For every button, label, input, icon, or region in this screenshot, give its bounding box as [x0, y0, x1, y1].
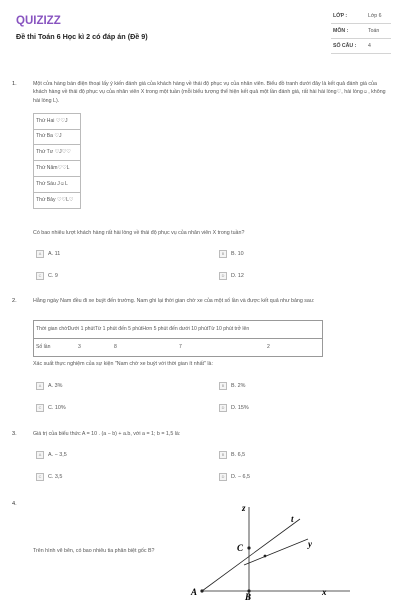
meta-row-question-count	[331, 42, 391, 54]
option-text: D. − 6,5	[231, 473, 251, 480]
option-letter-box: D	[219, 404, 227, 412]
option-text: C. 3,5	[48, 473, 63, 480]
option-letter-box: D	[219, 272, 227, 280]
option-text: D. 12	[231, 272, 244, 279]
option-letter-box: A	[36, 451, 44, 459]
question-1-prompt: Có bao nhiêu lượt khách hàng rất hài lòng về thái độ phục vụ của nhân viên X trong tuần?	[33, 230, 245, 236]
option-letter-box: C	[36, 272, 44, 280]
question-1-text: Một cửa hàng bán điện thoại lấy ý kiến đánh giá của khách hàng về thái độ phục vụ của nhân viên. Biểu đồ tranh dưới đây là kết quả đánh giá của khách hàng về thái độ phục vụ của nhân viên X trong một tuần (mỗi biểu tượng thể hiện kết quả một lần đánh giá, rất hài hài lòng♡, hài lòng☺, không hài lòng L).	[33, 81, 386, 104]
question-3-text: Giá trị của biểu thức A = 10 . (a − b) + a.b, với a = 1; b = 1,5 là:	[33, 431, 181, 437]
label-a: A	[191, 587, 198, 597]
line-at	[202, 519, 300, 591]
document-meta	[331, 12, 391, 57]
line-cy	[244, 539, 308, 565]
table-cell: 3	[78, 344, 81, 350]
pictograph-row: Thứ Bảy ♡♡L♡	[33, 193, 81, 209]
point-intersection	[264, 555, 267, 558]
table-row-label: Số lần	[36, 344, 51, 350]
meta-row-grade	[331, 12, 391, 24]
option-letter-box: C	[36, 404, 44, 412]
table-cell: 8	[114, 344, 117, 350]
option-letter-box: A	[36, 382, 44, 390]
table-header-row: Thời gian chờDưới 1 phútTừ 1 phút đến 5 phútHơn 5 phút đến dưới 10 phútTừ 10 phút trở lên	[36, 326, 250, 332]
meta-label: SỐ CÂU :	[333, 43, 357, 49]
option-text: C. 10%	[48, 404, 66, 411]
meta-label: LỚP :	[333, 13, 348, 19]
question-4-number: 4.	[12, 501, 17, 507]
option-text: C. 9	[48, 272, 58, 279]
meta-value: Toán	[368, 28, 380, 34]
option-letter-box: A	[36, 250, 44, 258]
pictograph-row: Thứ Tư ♡J♡♡	[33, 145, 81, 161]
option-text: B. 2%	[231, 382, 246, 389]
table-divider	[34, 338, 322, 339]
label-x: x	[322, 587, 327, 597]
point-c	[247, 546, 250, 549]
label-c: C	[237, 543, 244, 553]
option-letter-box: D	[219, 473, 227, 481]
label-y: y	[308, 539, 312, 549]
question-4-prompt: Trên hình vẽ bên, có bao nhiêu tia phân biệt gốc B?	[33, 548, 155, 554]
meta-label: MÔN :	[333, 28, 349, 34]
point-a	[200, 589, 203, 592]
option-text: A. − 3,5	[48, 451, 67, 458]
meta-row-subject	[331, 27, 391, 39]
option-letter-box: B	[219, 451, 227, 459]
option-letter-box: B	[219, 250, 227, 258]
question-3-number: 3.	[12, 431, 17, 437]
label-z: z	[242, 503, 246, 513]
option-text: D. 15%	[231, 404, 249, 411]
wait-time-table	[33, 320, 323, 357]
table-cell: 7	[179, 344, 182, 350]
table-cell: 2	[267, 344, 270, 350]
quizizz-logo	[16, 12, 76, 28]
option-text: A. 3%	[48, 382, 63, 389]
option-letter-box: B	[219, 382, 227, 390]
svg-text:QUIZIZZ: QUIZIZZ	[16, 15, 61, 27]
question-2-prompt: Xác suất thực nghiệm của sự kiện "Nam chờ xe buýt với thời gian ít nhất" là:	[33, 361, 213, 367]
geometry-figure	[190, 495, 350, 600]
option-text: A. 11	[48, 250, 61, 257]
meta-value: 4	[368, 43, 371, 49]
question-1-number: 1.	[12, 81, 17, 87]
question-2-number: 2.	[12, 298, 17, 304]
pictograph-row: Thứ Ba ♡J	[33, 129, 81, 145]
pictograph-row: Thứ Năm♡♡L	[33, 161, 81, 177]
document-title: Đề thi Toán 6 Học kì 2 có đáp án (Đề 9)	[16, 32, 148, 41]
option-letter-box: C	[36, 473, 44, 481]
label-b: B	[245, 592, 252, 600]
option-text: B. 6,5	[231, 451, 246, 458]
option-text: B. 10	[231, 250, 244, 257]
meta-value: Lớp 6	[368, 13, 382, 19]
question-2-text: Hằng ngày Nam đều đi xe buýt đến trường. Nam ghi lại thời gian chờ xe của một số lần và được kết quả như bảng sau:	[33, 298, 315, 304]
pictograph-row: Thứ Hai ♡♡J	[33, 113, 81, 130]
label-t: t	[291, 514, 294, 524]
pictograph-row: Thứ Sáu J☺L	[33, 177, 81, 193]
